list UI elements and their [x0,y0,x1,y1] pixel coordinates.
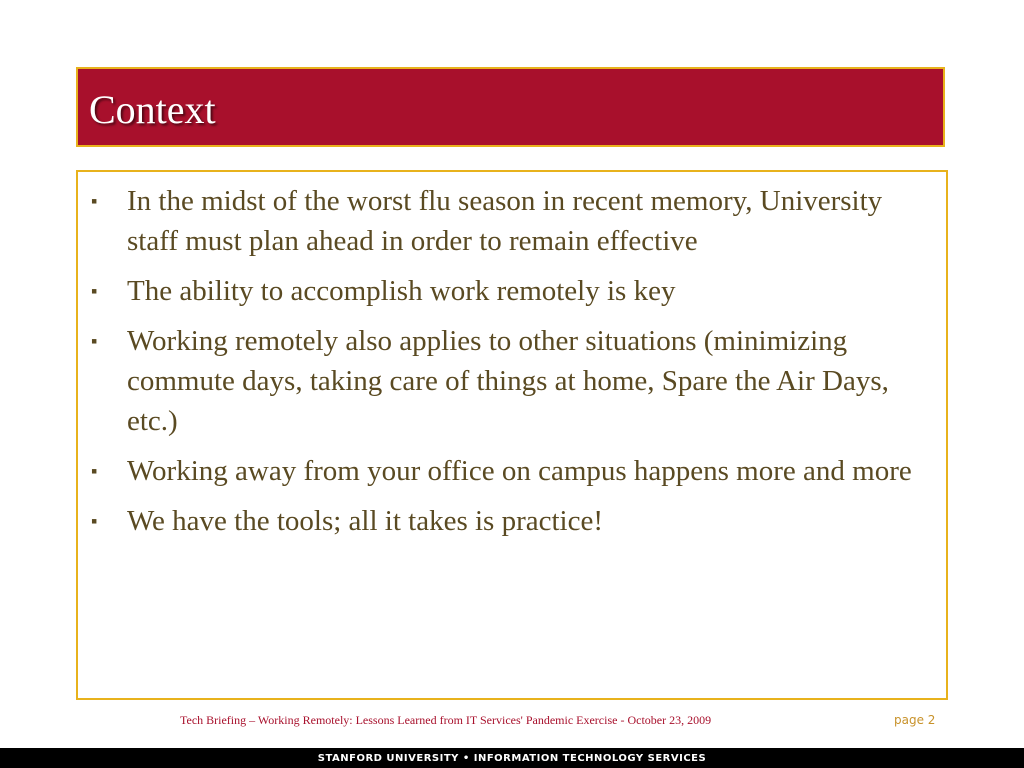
bullet-text: We have the tools; all it takes is practice! [127,505,603,537]
bullet-item [88,501,933,541]
content-box [76,170,948,700]
square-bullet-icon: ▪ [91,461,98,481]
bullet-list [88,181,933,551]
page-number: page 2 [894,713,936,727]
bullet-text: Working away from your office on campus happens more and more [127,455,912,487]
square-bullet-icon: ▪ [91,511,98,531]
bullet-item [88,451,933,491]
square-bullet-icon: ▪ [91,191,98,211]
square-bullet-icon: ▪ [91,331,98,351]
bullet-item [88,181,933,261]
bullet-item [88,321,933,441]
slide-title: Context [89,87,216,132]
bottom-banner [0,748,1024,768]
bullet-text: The ability to accomplish work remotely is key [127,275,676,307]
bullet-text: Working remotely also applies to other situations (minimizing commute days, taking care of things at home, Spare the Air Days, etc.) [127,325,889,437]
bullet-item [88,271,933,311]
square-bullet-icon: ▪ [91,281,98,301]
banner-text: STANFORD UNIVERSITY • INFORMATION TECHNOLOGY SERVICES [317,753,707,764]
footer-caption: Tech Briefing – Working Remotely: Lessons Learned from IT Services' Pandemic Exercise - October 23, 2009 [180,713,712,727]
bullet-text: In the midst of the worst flu season in recent memory, University staff must plan ahead in order to remain effective [127,185,883,257]
title-bar [76,67,945,147]
